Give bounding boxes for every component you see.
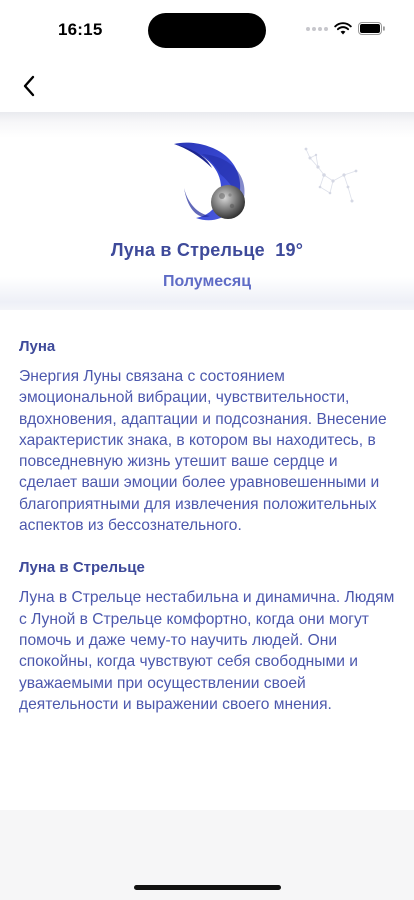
battery-icon — [358, 22, 386, 35]
back-button[interactable] — [14, 70, 44, 102]
wifi-icon — [334, 22, 352, 35]
moon-phase-label: Полумесяц — [162, 273, 252, 290]
sign-description-section — [19, 559, 396, 715]
planet-description-section — [19, 338, 396, 536]
section-title: Луна — [19, 338, 56, 355]
section-text: Энергия Луны связана с состоянием эмоциональной вибрации, чувствительности, вдохновения, адаптации и подсознания. Внесение характеристик знака, в котором вы находитесь, в повседневную жизнь утешит ваше сердце и сделает ваши эмоции более уравновешенными и благоприятными для извлечения положительных аспектов из бессознательного. — [19, 368, 387, 535]
cellular-signal-icon — [306, 27, 328, 31]
sagittarius-constellation-icon — [300, 145, 364, 207]
planet-sign-title: Луна в Стрельце 19° — [110, 240, 304, 260]
navigation-bar — [0, 60, 414, 112]
home-indicator[interactable] — [134, 885, 281, 890]
description-content — [0, 310, 414, 810]
planet-header — [0, 112, 414, 310]
moon-crescent-icon — [160, 134, 260, 234]
section-title: Луна в Стрельце — [19, 559, 145, 577]
status-time: 16:15 — [58, 20, 103, 39]
status-icons — [306, 22, 386, 35]
chevron-left-icon — [22, 75, 36, 97]
section-text: Луна в Стрельце нестабильна и динамична. Людям с Луной в Стрельце комфортно, когда они могут помочь и даже чему-то научить людей. Они спокойны, когда чувствуют себя свободными и уважаемыми при осуществлении своей деятельности и выражении своего мнения. — [19, 589, 395, 713]
status-bar — [0, 0, 414, 60]
dynamic-island — [148, 13, 266, 48]
